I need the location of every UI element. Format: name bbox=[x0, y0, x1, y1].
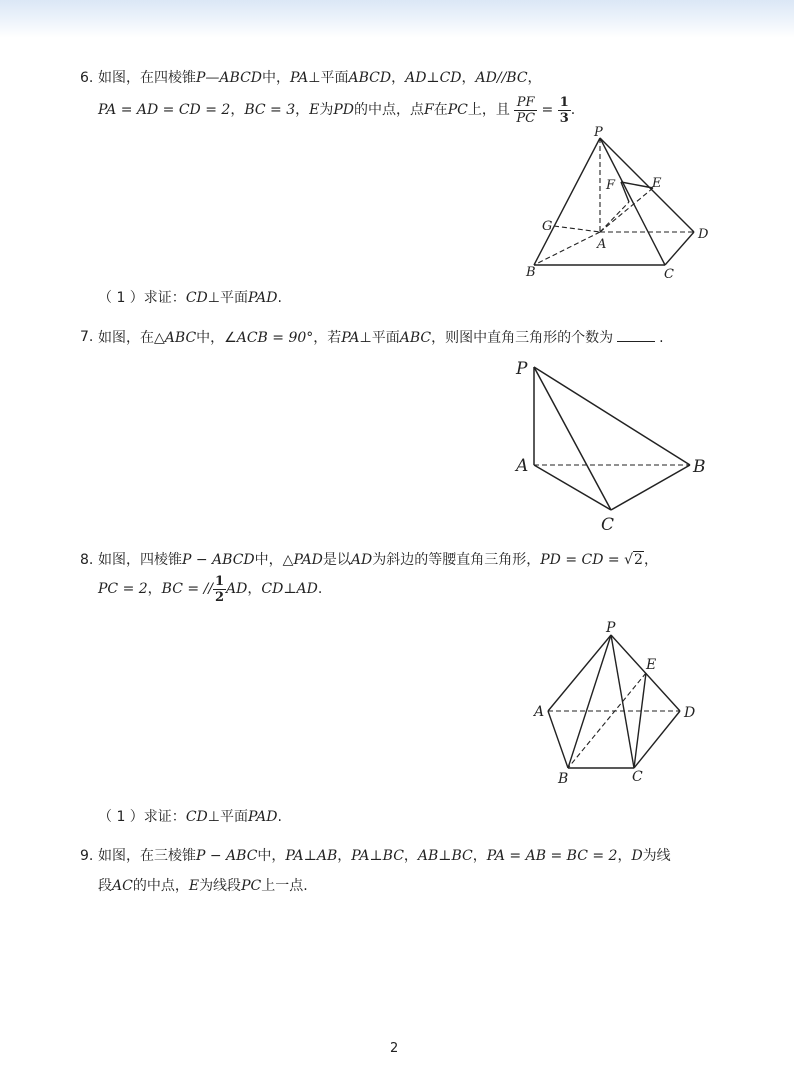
problem-8-line-2: PC = 2，BC = // $\frac{1}{2}$ AD，CD⊥AD. bbox=[98, 573, 323, 605]
problem-number: 7. bbox=[80, 329, 94, 345]
problem-number: 6. bbox=[80, 70, 94, 86]
problem-6-subquestion-1: （ 1 ）求证：CD⊥平面PAD. bbox=[98, 290, 282, 306]
label-d: D bbox=[698, 227, 709, 242]
sqrt-expression: √2 bbox=[624, 552, 643, 568]
figure-8-pyramid bbox=[528, 618, 708, 788]
answer-blank bbox=[617, 327, 655, 342]
problem-9-line-2: 段AC的中点，E为线段PC上一点. bbox=[98, 878, 308, 894]
figure-7-tetrahedron bbox=[510, 355, 720, 535]
figure-6-pyramid bbox=[520, 122, 720, 282]
problem-9-line-1: 如图，在三棱锥P − ABC中，PA⊥AB，PA⊥BC，AB⊥BC，PA = AB = BC = 2，D为线 bbox=[98, 848, 671, 864]
problem-8-subquestion-1: （ 1 ）求证：CD⊥平面PAD. bbox=[98, 809, 282, 825]
label-c: C bbox=[632, 769, 643, 785]
header-band bbox=[0, 0, 794, 38]
problem-number: 8. bbox=[80, 552, 94, 568]
problem-number: 9. bbox=[80, 848, 94, 864]
label-e: E bbox=[652, 176, 662, 191]
problem-8-line-1: 如图，四棱锥P − ABCD中，△PAD是以AD为斜边的等腰直角三角形，PD = CD = √2， bbox=[98, 552, 658, 568]
label-c: C bbox=[601, 515, 615, 535]
page-number: 2 bbox=[390, 1041, 399, 1056]
label-g: G bbox=[542, 219, 553, 234]
label-p: P bbox=[606, 620, 616, 636]
label-p: P bbox=[516, 359, 528, 379]
problem-6-line-2: PA = AD = CD = 2，BC = 3，E为PD的中点，点F在PC上，且 $\frac{PF}{PC}$ = $\frac{1}{3}$ . bbox=[98, 94, 576, 126]
problem-6-line-1: 如图，在四棱锥P—ABCD中，PA⊥平面ABCD，AD⊥CD，AD//BC， bbox=[98, 70, 542, 86]
label-d: D bbox=[684, 705, 696, 721]
label-e: E bbox=[646, 657, 657, 673]
fraction: $\frac{1}{2}$ bbox=[215, 573, 225, 605]
label-b: B bbox=[693, 457, 706, 477]
label-a: A bbox=[597, 237, 607, 252]
label-a: A bbox=[516, 456, 529, 476]
fraction: $\frac{1}{3}$ bbox=[559, 94, 569, 126]
label-b: B bbox=[558, 771, 569, 787]
label-p: P bbox=[594, 125, 603, 140]
fraction: $\frac{PF}{PC}$ bbox=[516, 94, 536, 126]
label-c: C bbox=[664, 267, 674, 282]
label-b: B bbox=[526, 265, 536, 280]
label-a: A bbox=[534, 704, 545, 720]
problem-7-line-1: 如图，在△ABC中，∠ACB = 90°，若PA⊥平面ABC，则图中直角三角形的个数为 . bbox=[98, 327, 664, 348]
label-f: F bbox=[606, 178, 616, 193]
